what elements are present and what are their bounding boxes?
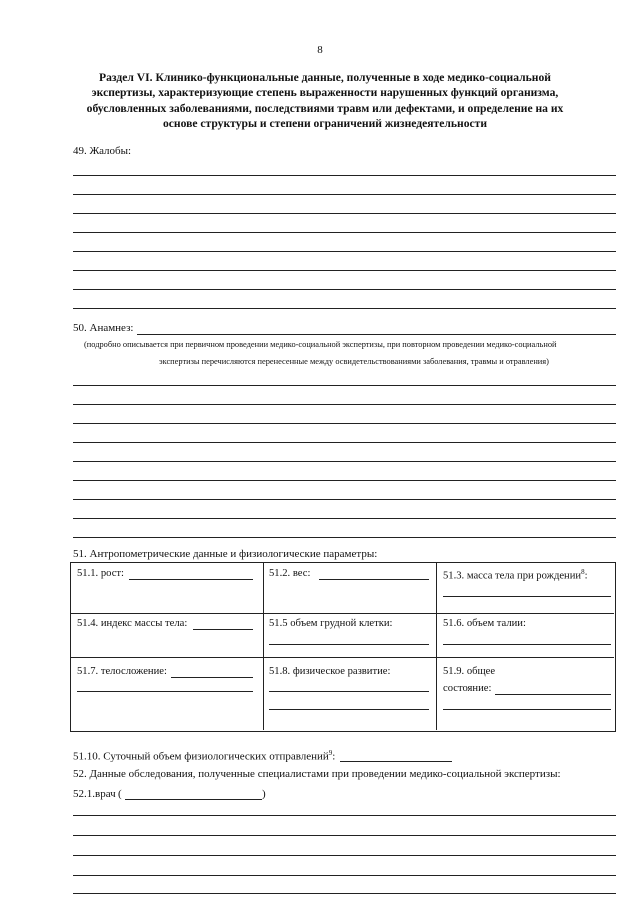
daily-output-field[interactable]: [340, 761, 452, 762]
chest-volume-label: 51.5 объем грудной клетки:: [269, 618, 393, 629]
anthropometric-label: 51. Антропометрические данные и физиологические параметры:: [73, 548, 378, 560]
table-divider: [263, 563, 264, 730]
complaints-line[interactable]: [73, 308, 616, 309]
specialist-line[interactable]: [73, 875, 616, 876]
general-condition-field[interactable]: [495, 694, 611, 695]
table-divider: [71, 613, 614, 614]
doctor-close-paren: ): [262, 788, 266, 800]
anamnesis-line[interactable]: [73, 537, 616, 538]
doctor-label: 52.1.врач: [73, 788, 116, 800]
bmi-label: 51.4. индекс массы тела:: [77, 618, 188, 629]
anamnesis-note-2: экспертизы перечисляются перенесенные между освидетельствованиями заболевания, травмы и отравления): [159, 357, 549, 366]
specialist-line[interactable]: [73, 893, 616, 894]
build-label: 51.7. телосложение:: [77, 666, 167, 677]
complaints-line[interactable]: [73, 175, 616, 176]
complaints-line[interactable]: [73, 251, 616, 252]
anamnesis-label: 50. Анамнез:: [73, 322, 134, 334]
section-title: Раздел VI. Клинико-функциональные данные, полученные в ходе медико-социальной экспертизы, характеризующие степень выраженности нарушенных функций организма, обусловленных заболеваниями, последствиями травм или дефектами, и определение на их основе структуры и степени ограничений жизнедеятельности: [86, 71, 564, 131]
anthropometric-table: [70, 562, 616, 732]
anamnesis-line[interactable]: [73, 518, 616, 519]
physical-development-field[interactable]: [269, 691, 429, 692]
build-field[interactable]: [171, 677, 253, 678]
table-divider: [71, 657, 614, 658]
anamnesis-note-1: (подробно описывается при первичном проведении медико-социальной экспертизы, при повторном проведении медико-социальной: [84, 340, 557, 349]
complaints-label: 49. Жалобы:: [73, 145, 132, 157]
complaints-line[interactable]: [73, 232, 616, 233]
specialist-exam-label: 52. Данные обследования, полученные специалистами при проведении медико-социальной экспертизы:: [73, 768, 561, 780]
anamnesis-line[interactable]: [73, 385, 616, 386]
complaints-line[interactable]: [73, 213, 616, 214]
height-field[interactable]: [129, 579, 253, 580]
physical-development-field-2[interactable]: [269, 709, 429, 710]
general-condition-field-2[interactable]: [443, 709, 611, 710]
bmi-field[interactable]: [193, 629, 253, 630]
anamnesis-line[interactable]: [73, 423, 616, 424]
build-field-2[interactable]: [77, 691, 253, 692]
complaints-line[interactable]: [73, 289, 616, 290]
anamnesis-line[interactable]: [73, 480, 616, 481]
height-label: 51.1. рост:: [77, 568, 124, 579]
daily-output-label: 51.10. Суточный объем физиологических отправлений$^9$:: [73, 749, 336, 763]
table-divider: [436, 563, 437, 730]
footnote-8: 8: [581, 568, 585, 576]
footnote-9: 9: [328, 749, 333, 757]
waist-volume-label: 51.6. объем талии:: [443, 618, 526, 629]
doctor-open-paren: (: [118, 788, 122, 800]
specialist-line[interactable]: [73, 815, 616, 816]
general-condition-label-2: состояние:: [443, 683, 492, 694]
anamnesis-line[interactable]: [73, 442, 616, 443]
anamnesis-line[interactable]: [73, 499, 616, 500]
anamnesis-line[interactable]: [73, 404, 616, 405]
anamnesis-inline-line[interactable]: [137, 334, 616, 335]
physical-development-label: 51.8. физическое развитие:: [269, 666, 391, 677]
general-condition-label: 51.9. общее: [443, 666, 496, 677]
weight-field[interactable]: [319, 579, 429, 580]
birth-weight-field[interactable]: [443, 596, 611, 597]
anamnesis-line[interactable]: [73, 461, 616, 462]
specialist-line[interactable]: [73, 835, 616, 836]
weight-label: 51.2. вес:: [269, 568, 311, 579]
doctor-specialty-field[interactable]: [125, 799, 262, 800]
page-number: 8: [317, 44, 323, 56]
complaints-line[interactable]: [73, 194, 616, 195]
waist-volume-field[interactable]: [443, 644, 611, 645]
complaints-line[interactable]: [73, 270, 616, 271]
chest-volume-field[interactable]: [269, 644, 429, 645]
birth-weight-label: 51.3. масса тела при рождении$^8$:: [443, 568, 588, 582]
specialist-line[interactable]: [73, 855, 616, 856]
